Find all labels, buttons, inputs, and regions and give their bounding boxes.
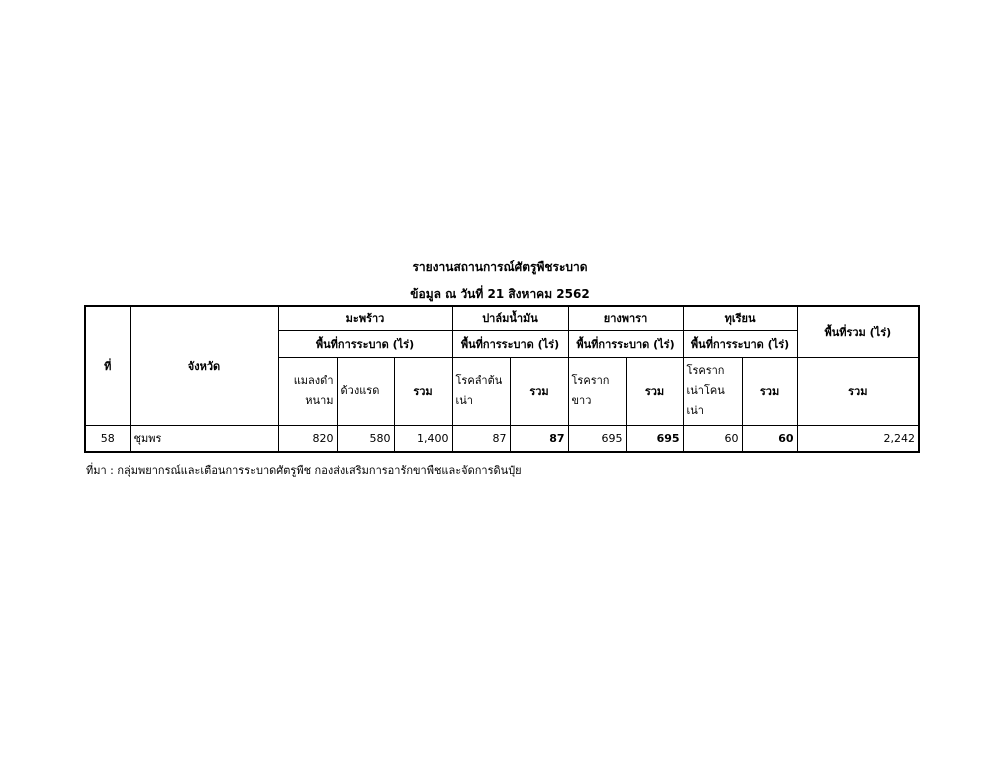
header-coconut-pest1: แมลงดำหนาม (278, 357, 337, 425)
header-group-oilpalm: ปาล์มน้ำมัน (452, 306, 568, 330)
header-no: ที่ (85, 306, 130, 425)
cell-oilpalm-total: 87 (510, 425, 568, 452)
header-area-coconut: พื้นที่การระบาด (ไร่) (278, 330, 452, 357)
header-row-groups (85, 306, 919, 330)
header-province: จังหวัด (130, 306, 278, 425)
header-rubber-total: รวม (626, 357, 683, 425)
cell-coconut-total: 1,400 (394, 425, 452, 452)
header-group-durian: ทุเรียน (683, 306, 797, 330)
header-durian-pest1: โรครากเน่าโคนเน่า (683, 357, 742, 425)
cell-no: 58 (85, 425, 130, 452)
header-group-rubber: ยางพารา (568, 306, 683, 330)
header-oilpalm-total: รวม (510, 357, 568, 425)
source-note: ที่มา : กลุ่มพยากรณ์และเตือนการระบาดศัตรูพืช กองส่งเสริมการอารักขาพืชและจัดการดินปุ๋ย (86, 464, 522, 477)
cell-province: ชุมพร (130, 425, 278, 452)
cell-grand-total: 2,242 (797, 425, 919, 452)
cell-oilpalm-pest1: 87 (452, 425, 510, 452)
report-date: ข้อมูล ณ วันที่ 21 สิงหาคม 2562 (410, 287, 590, 301)
cell-rubber-pest1: 695 (568, 425, 626, 452)
header-oilpalm-pest1: โรคลำต้นเน่า (452, 357, 510, 425)
cell-coconut-pest2: 580 (337, 425, 394, 452)
pest-outbreak-table (84, 305, 920, 453)
report-title: รายงานสถานการณ์ศัตรูพืชระบาด (412, 260, 588, 274)
header-area-oilpalm: พื้นที่การระบาด (ไร่) (452, 330, 568, 357)
header-coconut-pest2: ด้วงแรด (337, 357, 394, 425)
header-area-rubber: พื้นที่การระบาด (ไร่) (568, 330, 683, 357)
cell-rubber-total: 695 (626, 425, 683, 452)
header-group-coconut: มะพร้าว (278, 306, 452, 330)
cell-durian-total: 60 (742, 425, 797, 452)
header-area-durian: พื้นที่การระบาด (ไร่) (683, 330, 797, 357)
header-rubber-pest1: โรครากขาว (568, 357, 626, 425)
cell-durian-pest1: 60 (683, 425, 742, 452)
header-total-area: พื้นที่รวม (ไร่) (797, 306, 919, 357)
header-coconut-total: รวม (394, 357, 452, 425)
table-row (85, 425, 919, 452)
header-durian-total: รวม (742, 357, 797, 425)
header-grand-total: รวม (797, 357, 919, 425)
cell-coconut-pest1: 820 (278, 425, 337, 452)
